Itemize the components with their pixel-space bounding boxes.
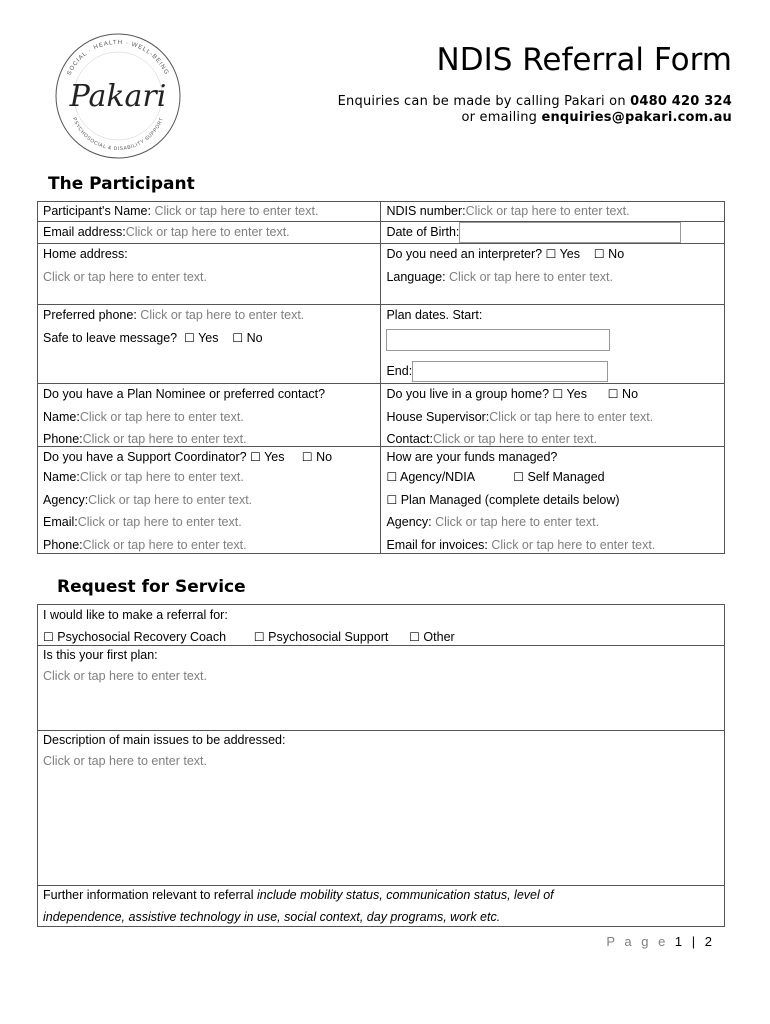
- language-field[interactable]: Click or tap here to enter text.: [449, 269, 613, 284]
- logo-wordmark: Pakari: [69, 79, 167, 114]
- plan-dates-start-label: Plan dates. Start:: [386, 308, 483, 322]
- nominee-name-field[interactable]: Click or tap here to enter text.: [79, 409, 244, 424]
- table-row: [38, 447, 725, 554]
- interpreter-question: Do you need an interpreter?: [386, 247, 546, 261]
- further-info-label: Further information relevant to referral: [43, 888, 257, 902]
- table-row: [38, 886, 725, 927]
- service-table: [37, 604, 725, 927]
- email-label: Email address:: [43, 225, 126, 239]
- other-label: Other: [423, 630, 455, 644]
- main-issues-field[interactable]: Click or tap here to enter text.: [43, 754, 207, 768]
- coordinator-agency-field[interactable]: Click or tap here to enter text.: [88, 492, 253, 507]
- first-plan-field[interactable]: Click or tap here to enter text.: [43, 669, 207, 683]
- coordinator-name-label: Name:: [43, 470, 80, 484]
- nominee-phone-label: Phone:: [43, 432, 83, 446]
- support-coord-yes-checkbox[interactable]: ☐: [250, 450, 261, 464]
- interpreter-yes-checkbox[interactable]: ☐: [545, 247, 557, 261]
- plan-end-input[interactable]: [412, 361, 608, 382]
- recovery-coach-label: Psychosocial Recovery Coach: [57, 630, 227, 644]
- page-total: 2: [704, 934, 715, 949]
- participant-name-label: Participant's Name:: [43, 204, 155, 218]
- coordinator-agency-label: Agency:: [43, 492, 89, 507]
- yes-label: Yes: [198, 330, 219, 345]
- recovery-coach-checkbox[interactable]: ☐: [43, 630, 54, 644]
- ndis-number-label: NDIS number:: [386, 204, 466, 218]
- nominee-question: Do you have a Plan Nominee or preferred contact?: [43, 387, 326, 401]
- referral-for-label: I would like to make a referral for:: [43, 608, 228, 622]
- self-managed-checkbox[interactable]: ☐: [513, 470, 525, 484]
- dob-input[interactable]: [459, 222, 681, 243]
- email-prefix: or emailing: [461, 110, 542, 125]
- table-row: [38, 305, 725, 384]
- enquiry-phone: 0480 420 324: [630, 94, 732, 109]
- funds-question: How are your funds managed?: [386, 450, 558, 464]
- self-managed-label: Self Managed: [527, 470, 605, 484]
- logo-ring-top: SOCIAL · HEALTH · WELL-BEING: [66, 39, 170, 77]
- group-home-question: Do you live in a group home?: [386, 387, 553, 401]
- page-number: [606, 934, 715, 949]
- house-supervisor-field[interactable]: Click or tap here to enter text.: [489, 409, 654, 424]
- agency-ndia-label: Agency/NDIA: [400, 470, 476, 484]
- pakari-logo: [48, 30, 188, 160]
- house-supervisor-label: House Supervisor:: [386, 409, 490, 424]
- support-coordinator-question: Do you have a Support Coordinator?: [43, 450, 251, 464]
- language-label: Language:: [386, 269, 450, 284]
- no-label: No: [316, 450, 333, 464]
- plan-agency-field[interactable]: Click or tap here to enter text.: [435, 515, 600, 529]
- plan-managed-label: Plan Managed (complete details below): [400, 492, 620, 507]
- home-address-field[interactable]: Click or tap here to enter text.: [43, 269, 207, 284]
- participant-name-field[interactable]: Click or tap here to enter text.: [154, 204, 319, 218]
- first-plan-question: Is this your first plan:: [43, 648, 158, 662]
- no-label: No: [608, 247, 625, 261]
- support-coord-no-checkbox[interactable]: ☐: [301, 450, 313, 464]
- plan-end-label: End:: [386, 363, 413, 378]
- table-row: [38, 244, 725, 305]
- invoice-email-field[interactable]: Click or tap here to enter text.: [491, 537, 656, 552]
- page-current: 1: [674, 934, 686, 949]
- group-home-no-checkbox[interactable]: ☐: [607, 387, 619, 401]
- safe-message-yes-checkbox[interactable]: ☐: [184, 330, 195, 345]
- nominee-name-label: Name:: [43, 409, 80, 424]
- enquiry-text: [338, 94, 732, 126]
- logo-ring-bottom: PSYCHOSOCIAL & DISABILITY SUPPORT: [70, 116, 166, 153]
- plan-managed-checkbox[interactable]: ☐: [386, 492, 398, 507]
- table-row: [38, 646, 725, 731]
- no-label: No: [622, 387, 639, 401]
- table-row: [38, 384, 725, 447]
- table-row: [38, 731, 725, 886]
- coordinator-email-field[interactable]: Click or tap here to enter text.: [77, 515, 242, 529]
- group-home-yes-checkbox[interactable]: ☐: [552, 387, 564, 401]
- main-issues-label: Description of main issues to be addressed:: [43, 733, 286, 747]
- dob-label: Date of Birth:: [386, 225, 460, 239]
- safe-message-no-checkbox[interactable]: ☐: [232, 330, 244, 345]
- yes-label: Yes: [264, 450, 285, 464]
- svg-text:PSYCHOSOCIAL & DISABILITY SUPP: [71, 117, 165, 152]
- contact-label: Contact:: [386, 432, 434, 446]
- no-label: No: [246, 330, 263, 345]
- yes-label: Yes: [559, 247, 581, 261]
- home-address-label: Home address:: [43, 247, 128, 261]
- coordinator-name-field[interactable]: Click or tap here to enter text.: [79, 470, 244, 484]
- preferred-phone-field[interactable]: Click or tap here to enter text.: [140, 308, 305, 322]
- table-row: [38, 222, 725, 244]
- coordinator-phone-field[interactable]: Click or tap here to enter text.: [82, 537, 247, 552]
- page-word: P a g e: [606, 934, 675, 949]
- participant-heading: The Participant: [48, 174, 195, 194]
- page-separator: |: [685, 934, 705, 949]
- nominee-phone-field[interactable]: Click or tap here to enter text.: [82, 432, 247, 446]
- psychosocial-support-checkbox[interactable]: ☐: [253, 630, 265, 644]
- agency-ndia-checkbox[interactable]: ☐: [386, 470, 398, 484]
- interpreter-no-checkbox[interactable]: ☐: [593, 247, 605, 261]
- safe-message-label: Safe to leave message?: [43, 330, 181, 345]
- further-info-hint-2: independence, assistive technology in use, social context, day programs, work etc.: [43, 910, 501, 924]
- form-title: NDIS Referral Form: [436, 42, 732, 78]
- preferred-phone-label: Preferred phone:: [43, 308, 141, 322]
- yes-label: Yes: [566, 387, 587, 401]
- table-row: [38, 202, 725, 222]
- service-heading: Request for Service: [57, 577, 246, 597]
- plan-start-input[interactable]: [386, 329, 610, 351]
- psychosocial-support-label: Psychosocial Support: [268, 630, 389, 644]
- participant-table: [37, 201, 725, 554]
- coordinator-email-label: Email:: [43, 515, 78, 529]
- plan-agency-label: Agency:: [386, 515, 436, 529]
- invoice-email-label: Email for invoices:: [386, 537, 492, 552]
- coordinator-phone-label: Phone:: [43, 537, 83, 552]
- contact-field[interactable]: Click or tap here to enter text.: [433, 432, 597, 446]
- enquiry-email: enquiries@pakari.com.au: [541, 110, 732, 125]
- further-info-hint-1: include mobility status, communication status, level of: [256, 888, 554, 902]
- ndis-number-field[interactable]: Click or tap here to enter text.: [465, 204, 630, 218]
- email-field[interactable]: Click or tap here to enter text.: [125, 225, 290, 239]
- other-checkbox[interactable]: ☐: [409, 630, 420, 644]
- table-row: [38, 605, 725, 646]
- enquiry-prefix: Enquiries can be made by calling Pakari on: [337, 94, 631, 109]
